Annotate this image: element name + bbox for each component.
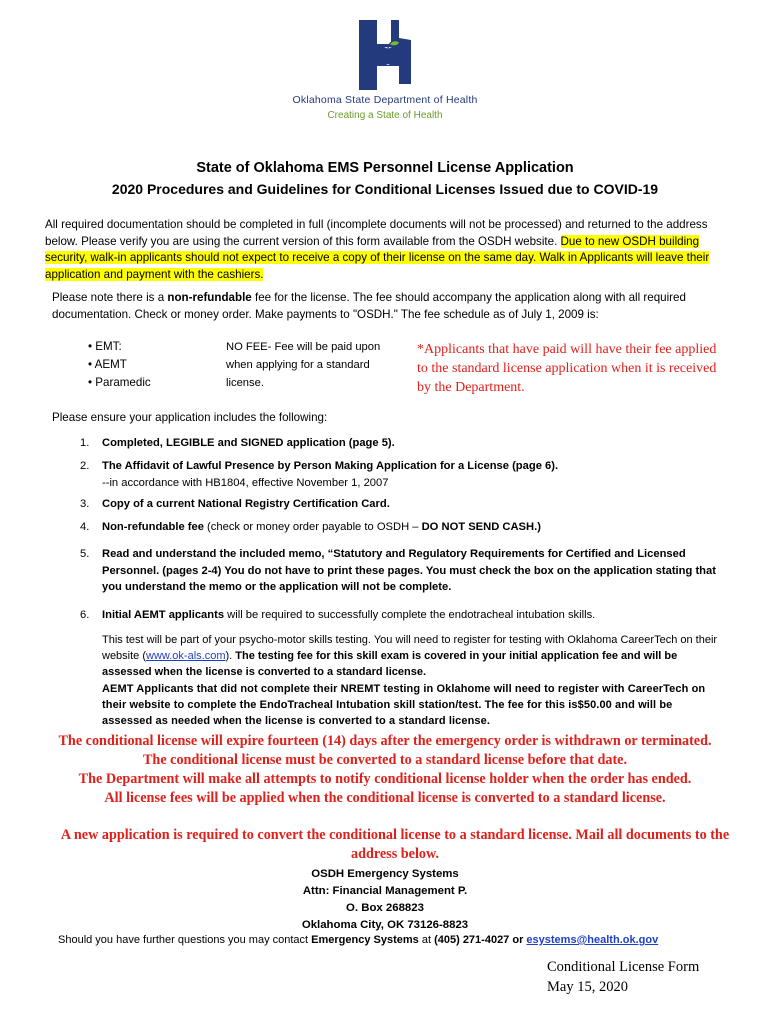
mailing-address <box>0 866 770 934</box>
fee-text-bold: non-refundable <box>167 291 252 304</box>
address-line: Oklahoma City, OK 73126-8823 <box>301 919 469 931</box>
red-notice-1: The conditional license will expire fourteen (14) days after the emergency order is withdrawn or terminated. <box>58 733 712 749</box>
item-subtext: --in accordance with HB1804, effective November 1, 2007 <box>102 476 389 489</box>
item-number: 2. <box>80 460 90 472</box>
fee-text-after: fee for the license. The fee should accompany the application along with all required documentation. Check or money order. Make payments to "OSDH." The fee schedule as of July 1, 2009 is: <box>52 291 686 321</box>
fee-note: NO FEE- Fee will be paid upon when applying for a standard license. <box>226 341 381 389</box>
item-number: 6. <box>80 609 90 621</box>
org-tagline: Creating a State of Health <box>327 110 443 121</box>
testing-text-2: ). <box>225 650 236 662</box>
contact-text-mid: at <box>418 934 435 946</box>
contact-phone: (405) 271-4027 or <box>434 934 527 946</box>
checklist-item-6 <box>80 607 720 624</box>
testing-text-bold: The testing fee for this skill exam is covered in your initial application fee and will be assessed when the license is converted to a standard license. <box>102 650 678 678</box>
fee-paragraph <box>52 290 732 323</box>
item-text: Read and understand the included memo, “Statutory and Regulatory Requirements for Certified and Licensed Personnel. (pages 2-4) You do not have to print these pages. You must check the box on the application stating that you understand the memo or the application will not be complete. <box>102 548 716 593</box>
checklist-item-4 <box>80 519 720 536</box>
testing-paragraph <box>102 632 722 680</box>
footer-date: May 15, 2020 <box>547 979 628 995</box>
footer-form-name: Conditional License Form <box>547 959 700 975</box>
org-name: Oklahoma State Department of Health <box>292 94 478 106</box>
fee-red-note: *Applicants that have paid will have their fee applied to the standard license application when it is received by the Department. <box>417 342 717 395</box>
red-notice-3: The Department will make all attempts to notify conditional license holder when the order has ended. <box>78 771 692 787</box>
item-number: 5. <box>80 548 90 560</box>
red-new-application-notice: A new application is required to convert the conditional license to a standard license. Mail all documents to the address below. <box>60 827 730 862</box>
checklist-item-3 <box>80 496 720 513</box>
item-text-bold2: DO NOT SEND CASH.) <box>421 521 541 533</box>
item-number: 3. <box>80 498 90 510</box>
address-line: O. Box 268823 <box>346 902 424 914</box>
level-emt: • EMT: <box>88 340 122 353</box>
oklahoma-state-apple-logo-icon <box>355 14 415 94</box>
level-paramedic: • Paramedic <box>88 376 151 389</box>
contact-line <box>58 934 658 946</box>
address-line: Attn: Financial Management P. <box>302 885 468 897</box>
ok-als-link[interactable]: www.ok-als.com <box>146 650 226 662</box>
license-levels-list <box>88 338 151 392</box>
item-text-bold: Non-refundable fee <box>102 521 204 533</box>
checklist-item-5 <box>80 546 720 596</box>
contact-dept: Emergency Systems <box>311 934 419 946</box>
item-number: 4. <box>80 521 90 533</box>
address-line: OSDH Emergency Systems <box>311 868 459 880</box>
item-text: Copy of a current National Registry Certification Card. <box>102 498 390 510</box>
item-text: The Affidavit of Lawful Presence by Person Making Application for a License (page 6). <box>102 460 559 472</box>
aemt-paragraph: AEMT Applicants that did not complete their NREMT testing in Oklahome will need to register with CareerTech on their website to complete the EndoTracheal Intubation skill station/test. The fee for this is$50.00 and will be assessed as needed when the license is converted to a standard license. <box>102 683 706 727</box>
contact-email-link[interactable]: esystems@health.ok.gov <box>526 934 659 946</box>
testing-text: This test will be part of your psycho-motor skills testing. You will need to register for testing with Oklahoma CareerTech on their website ( <box>102 634 718 662</box>
red-notice-2: The conditional license must be converted to a standard license before that date. <box>142 752 628 768</box>
intro-paragraph <box>45 217 735 283</box>
item-number: 1. <box>80 437 90 449</box>
osdh-logo <box>0 14 770 94</box>
document-subtitle: 2020 Procedures and Guidelines for Conditional Licenses Issued due to COVID-19 <box>111 181 659 197</box>
checklist-item-1 <box>80 435 720 452</box>
intro-highlighted-text: Due to new OSDH building security, walk-in applicants should not expect to receive a copy of their license on the same day. Walk in Applicants will leave their application and payment with the cashiers. <box>45 234 710 281</box>
item-text: Completed, LEGIBLE and SIGNED application (page 5). <box>102 437 395 449</box>
contact-text: Should you have further questions you may contact <box>58 934 312 946</box>
checklist-item-2 <box>80 458 720 491</box>
intro-text: All required documentation should be completed in full (incomplete documents will not be processed) and returned to the address below. Please verify you are using the current version of this form available from the OSDH website. <box>45 218 708 248</box>
level-aemt: • AEMT <box>88 358 127 371</box>
item-text: will be required to successfully complete the endotracheal intubation skills. <box>224 609 596 621</box>
item-text-bold: Initial AEMT applicants <box>102 609 225 621</box>
document-title: State of Oklahoma EMS Personnel License Application <box>196 160 574 176</box>
checklist-intro: Please ensure your application includes the following: <box>52 411 328 424</box>
form-footer <box>547 957 699 997</box>
fee-text-before: Please note there is a <box>52 291 168 304</box>
red-notice-4: All license fees will be applied when the conditional license is converted to a standard license. <box>104 790 666 806</box>
item-text: (check or money order payable to OSDH – <box>203 521 422 533</box>
